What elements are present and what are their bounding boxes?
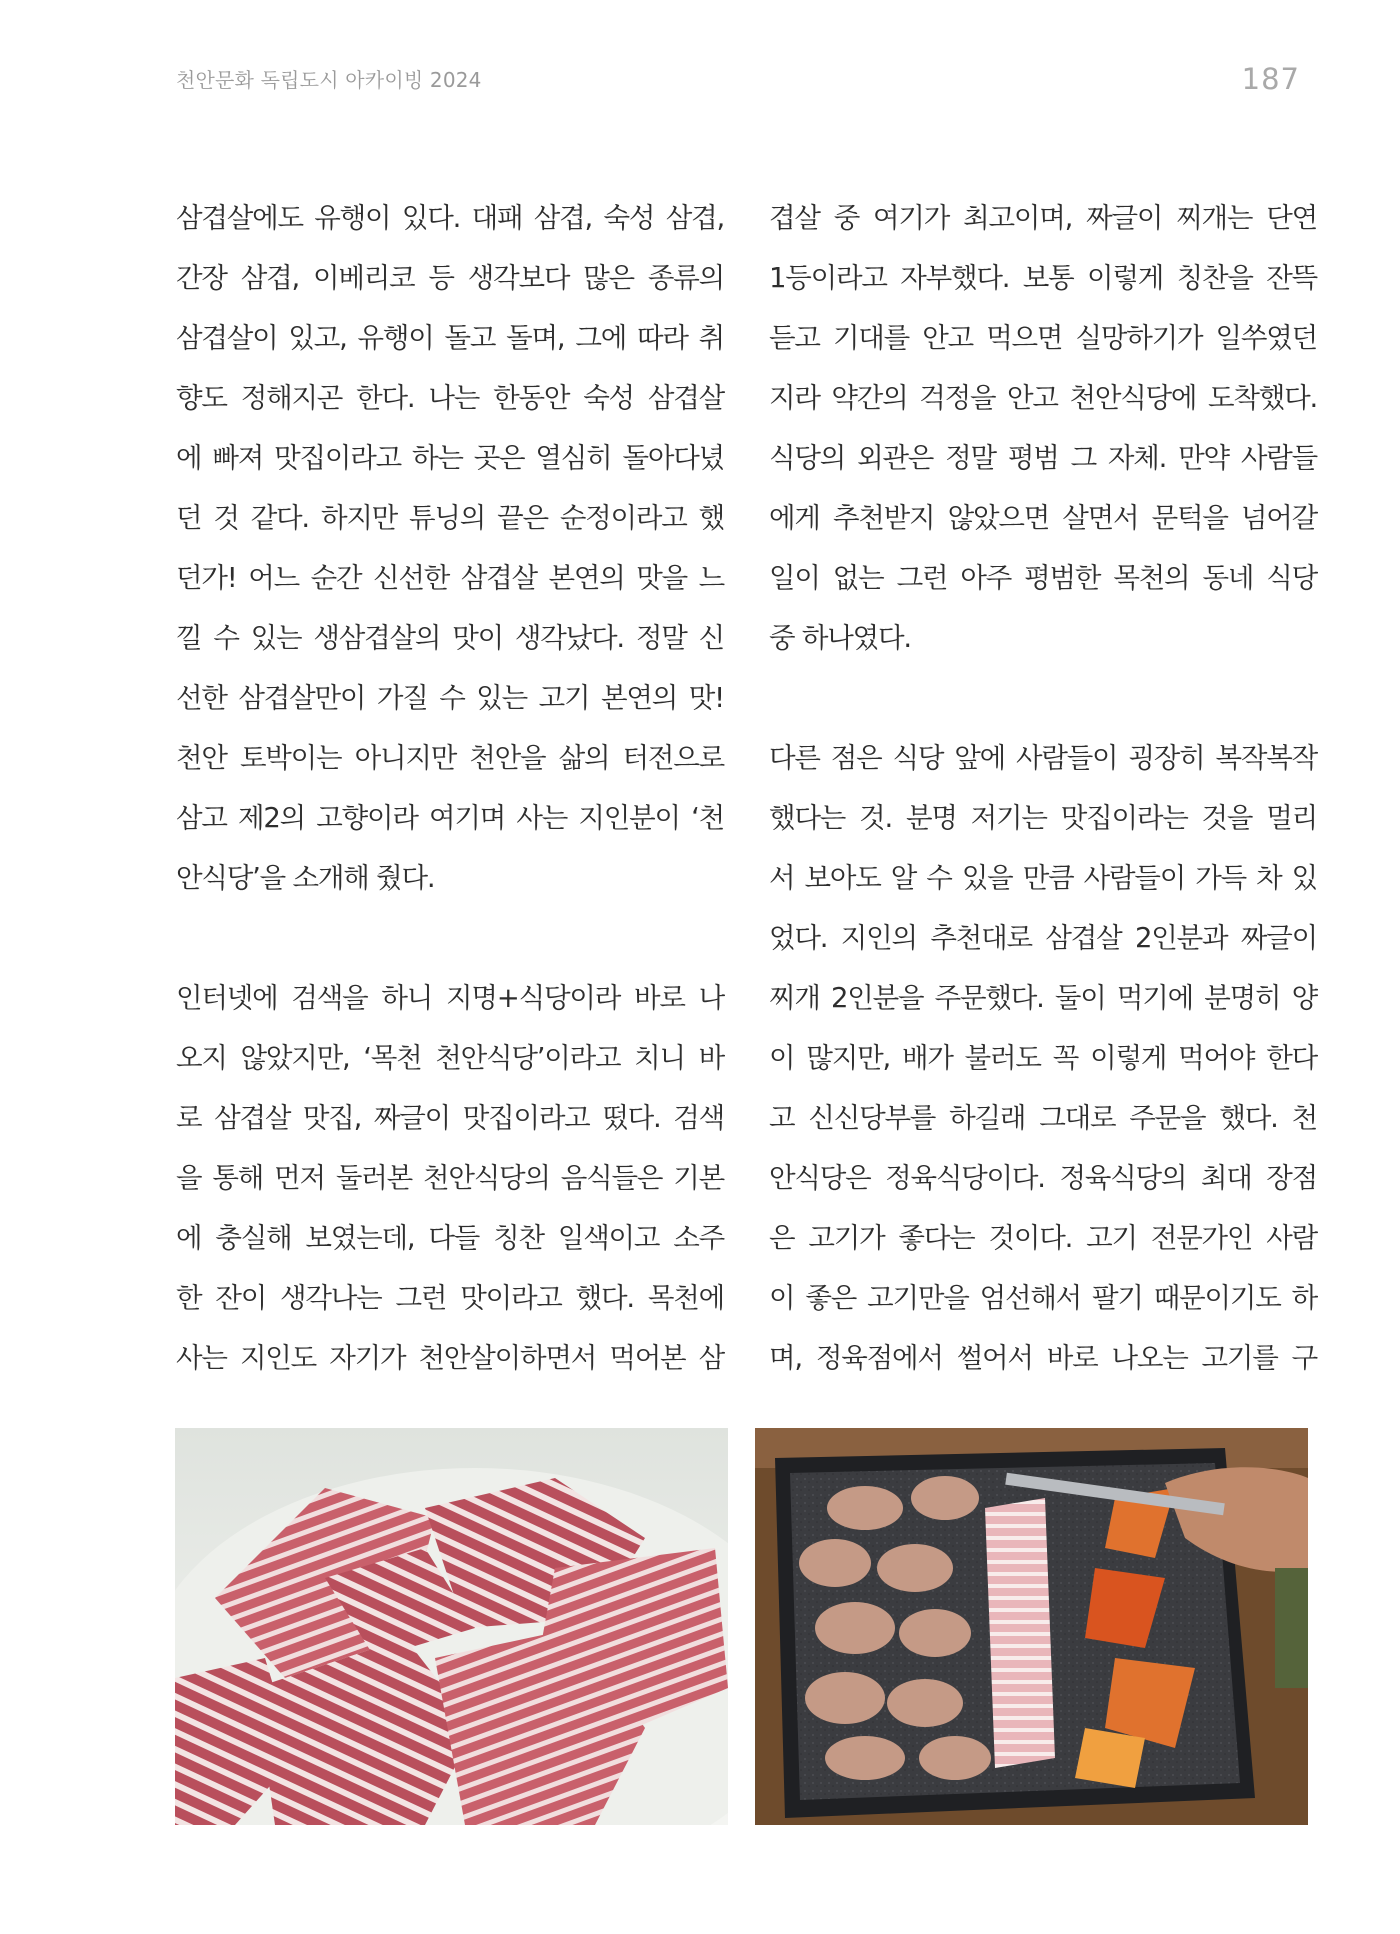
paragraph-break — [176, 908, 724, 968]
raw-pork-belly-photo — [175, 1428, 728, 1825]
text-line: 했다는 것. 분명 저기는 맛집이라는 것을 멀리 — [769, 802, 1317, 834]
text-line: 향도 정해지곤 한다. 나는 한동안 숙성 삼겹살 — [176, 382, 724, 414]
text-line: 인터넷에 검색을 하니 지명+식당이라 바로 나 — [176, 982, 724, 1014]
text-line: 고 신신당부를 하길래 그대로 주문을 했다. 천 — [769, 1102, 1317, 1134]
text-line: 사는 지인도 자기가 천안살이하면서 먹어본 삼 — [176, 1342, 724, 1374]
text-line: 겹살 중 여기가 최고이며, 짜글이 찌개는 단연 — [769, 202, 1317, 234]
text-line: 던가! 어느 순간 신선한 삼겹살 본연의 맛을 느 — [176, 562, 724, 594]
text-line: 었다. 지인의 추천대로 삼겹살 2인분과 짜글이 — [769, 922, 1317, 954]
text-line: 안식당은 정육식당이다. 정육식당의 최대 장점 — [769, 1162, 1317, 1194]
text-line: 던 것 같다. 하지만 튜닝의 끝은 순정이라고 했 — [176, 502, 724, 534]
text-line: 간장 삼겹, 이베리코 등 생각보다 많은 종류의 — [176, 262, 724, 294]
text-line: 중 하나였다. — [769, 622, 911, 654]
text-line: 삼겹살에도 유행이 있다. 대패 삼겹, 숙성 삼겹, — [176, 202, 724, 234]
text-line: 안식당’을 소개해 줬다. — [176, 862, 435, 894]
text-line: 에 충실해 보였는데, 다들 칭찬 일색이고 소주 — [176, 1222, 724, 1254]
left-text-column — [176, 188, 724, 1388]
right-text-column — [769, 188, 1317, 1388]
text-line: 오지 않았지만, ‘목천 천안식당’이라고 치니 바 — [176, 1042, 724, 1074]
text-line: 찌개 2인분을 주문했다. 둘이 먹기에 분명히 양 — [769, 982, 1317, 1014]
text-line: 은 고기가 좋다는 것이다. 고기 전문가인 사람 — [769, 1222, 1317, 1254]
text-line: 선한 삼겹살만이 가질 수 있는 고기 본연의 맛! — [176, 682, 724, 714]
text-line: 삼겹살이 있고, 유행이 돌고 돌며, 그에 따라 취 — [176, 322, 724, 354]
paragraph-break — [769, 668, 1317, 728]
text-line: 한 잔이 생각나는 그런 맛이라고 했다. 목천에 — [176, 1282, 724, 1314]
text-line: 낄 수 있는 생삼겹살의 맛이 생각났다. 정말 신 — [176, 622, 724, 654]
text-line: 로 삼겹살 맛집, 짜글이 맛집이라고 떴다. 검색 — [176, 1102, 724, 1134]
text-line: 지라 약간의 걱정을 안고 천안식당에 도착했다. — [769, 382, 1317, 414]
running-header-title: 천안문화 독립도시 아카이빙 2024 — [176, 68, 482, 92]
text-line: 에 빠져 맛집이라고 하는 곳은 열심히 돌아다녔 — [176, 442, 724, 474]
text-line: 에게 추천받지 않았으면 살면서 문턱을 넘어갈 — [769, 502, 1317, 534]
text-line: 을 통해 먼저 둘러본 천안식당의 음식들은 기본 — [176, 1162, 724, 1194]
text-line: 천안 토박이는 아니지만 천안을 삶의 터전으로 — [176, 742, 724, 774]
text-line: 삼고 제2의 고향이라 여기며 사는 지인분이 ‘천 — [176, 802, 724, 834]
text-line: 식당의 외관은 정말 평범 그 자체. 만약 사람들 — [769, 442, 1317, 474]
grilled-pork-pan-photo — [755, 1428, 1308, 1825]
text-line: 듣고 기대를 안고 먹으면 실망하기가 일쑤였던 — [769, 322, 1317, 354]
page-number: 187 — [1241, 62, 1300, 96]
text-line: 서 보아도 알 수 있을 만큼 사람들이 가득 차 있 — [769, 862, 1317, 894]
text-line: 일이 없는 그런 아주 평범한 목천의 동네 식당 — [769, 562, 1317, 594]
text-line: 며, 정육점에서 썰어서 바로 나오는 고기를 구 — [769, 1342, 1317, 1374]
text-line: 이 많지만, 배가 불러도 꼭 이렇게 먹어야 한다 — [769, 1042, 1317, 1074]
text-line: 1등이라고 자부했다. 보통 이렇게 칭찬을 잔뜩 — [769, 262, 1317, 294]
text-line: 다른 점은 식당 앞에 사람들이 굉장히 복작복작 — [769, 742, 1317, 774]
text-line: 이 좋은 고기만을 엄선해서 팔기 때문이기도 하 — [769, 1282, 1317, 1314]
